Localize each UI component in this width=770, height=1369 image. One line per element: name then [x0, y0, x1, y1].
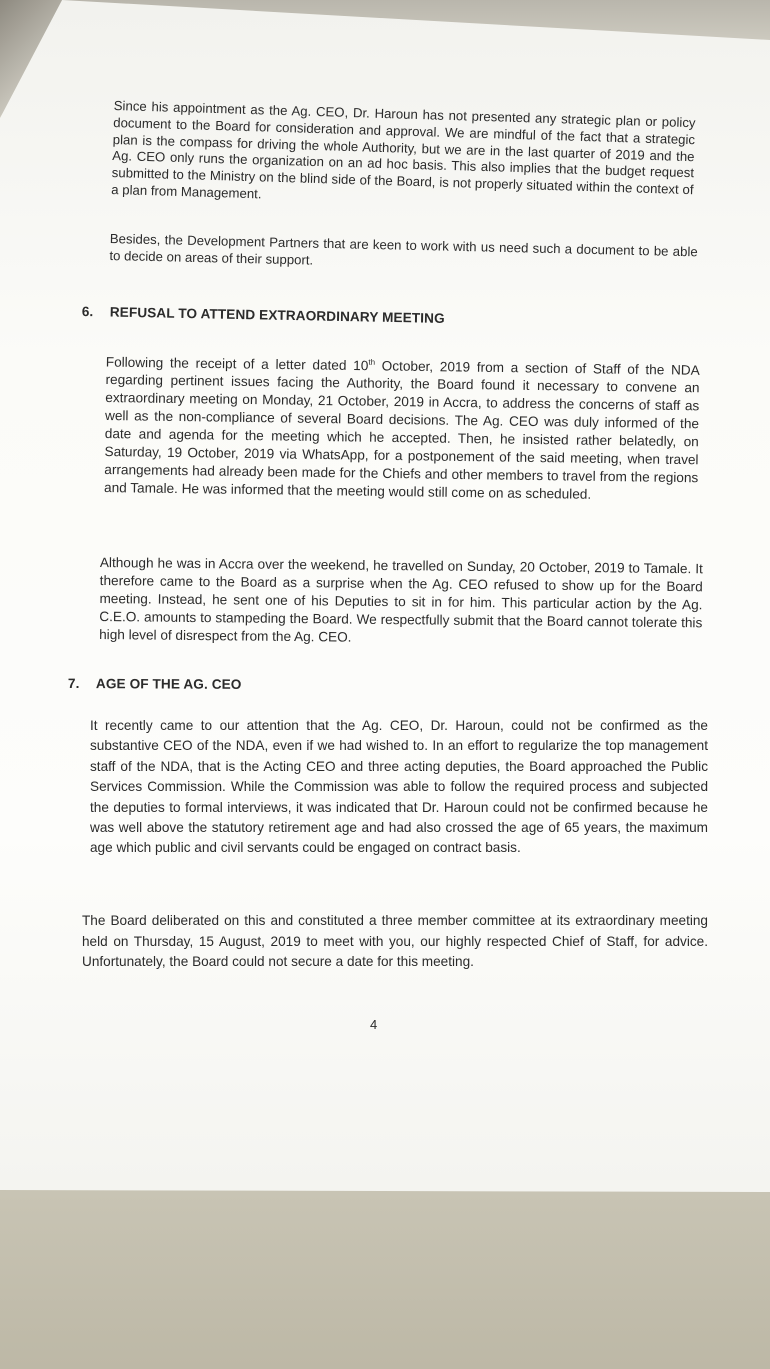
section-6-p1-start: Following the receipt of a letter dated 10 [105, 354, 369, 374]
table-surface [0, 1190, 770, 1369]
section-7-number: 7. [67, 676, 80, 692]
paragraph-strategic-plan: Since his appointment as the Ag. CEO, Dr. Haroun has not presented any strategic plan or policy document to the Board for consideration and approval. We are mindful of the fact that a strategic plan is the compass for driving the whole Authority, but we are in the last quarter of 2019 and the Ag. CEO only runs the organization on an ad hoc basis. This also implies that the budget request submitted to the Ministry on the blind side of the Board, is not properly situated within the context of a plan from Management. [111, 98, 696, 202]
page-number: 4 [370, 1017, 378, 1032]
section-7-paragraph-1: It recently came to our attention that the Ag. CEO, Dr. Haroun, could not be confirmed as the substantive CEO of the NDA, even if we had wished to. In an effort to regularize the top management staff of the NDA, that is the Acting CEO and three acting deputies, the Board approached the Public Services Commission. While the Commission was able to follow the required process and subjected the deputies to formal interviews, it was indicated that Dr. Haroun could not be confirmed because he was well above the statutory retirement age and had also crossed the age of 65 years, the maximum age which public and civil servants could be engaged on contract basis. [90, 718, 708, 856]
section-6-p1-rest: October, 2019 from a section of Staff of the NDA regarding pertinent issues facing the Authority, the Board found it necessary to convene an extraordinary meeting on Monday, 21 October, 2019 in Accra, to address the concerns of staff as well as the non-compliance of several Board decisions. The Ag. CEO was duly informed of the date and agenda for the meeting which he accepted. Then, he insisted rather belatedly, on Saturday, 19 October, 2019 via WhatsApp, for a postponement of the said meeting, when travel arrangements had already been made for the Chiefs and other members to travel from the regions and Tamale. He was informed that the meeting would still come on as scheduled. [103, 358, 700, 502]
section-7-heading [68, 675, 242, 694]
section-6-paragraph-2: Although he was in Accra over the weekend, he travelled on Sunday, 20 October, 2019 to Tamale. It therefore came to the Board as a surprise when the Ag. CEO refused to show up for the Board meeting. Instead, he sent one of his Deputies to sit in for him. This particular action by the Ag. C.E.O. amounts to stampeding the Board. We respectfully submit that the Board cannot tolerate this high level of disrespect from the Ag. CEO. [99, 554, 703, 645]
section-6-heading [82, 303, 445, 328]
section-7-title: AGE OF THE AG. CEO [95, 676, 242, 692]
section-7-paragraph-2: The Board deliberated on this and constituted a three member committee at its extraordinary meeting held on Thursday, 15 August, 2019 to meet with you, our highly respected Chief of Staff, for advice. Unfortunately, the Board could not secure a date for this meeting. [82, 913, 708, 970]
section-6-number: 6. [81, 303, 94, 320]
paragraph-development-partners: Besides, the Development Partners that are keen to work with us need such a document to be able to decide on areas of their support. [109, 231, 698, 268]
ordinal-suffix: th [368, 357, 376, 367]
section-6-paragraph-1 [104, 350, 700, 505]
section-6-title: REFUSAL TO ATTEND EXTRAORDINARY MEETING [109, 304, 445, 326]
